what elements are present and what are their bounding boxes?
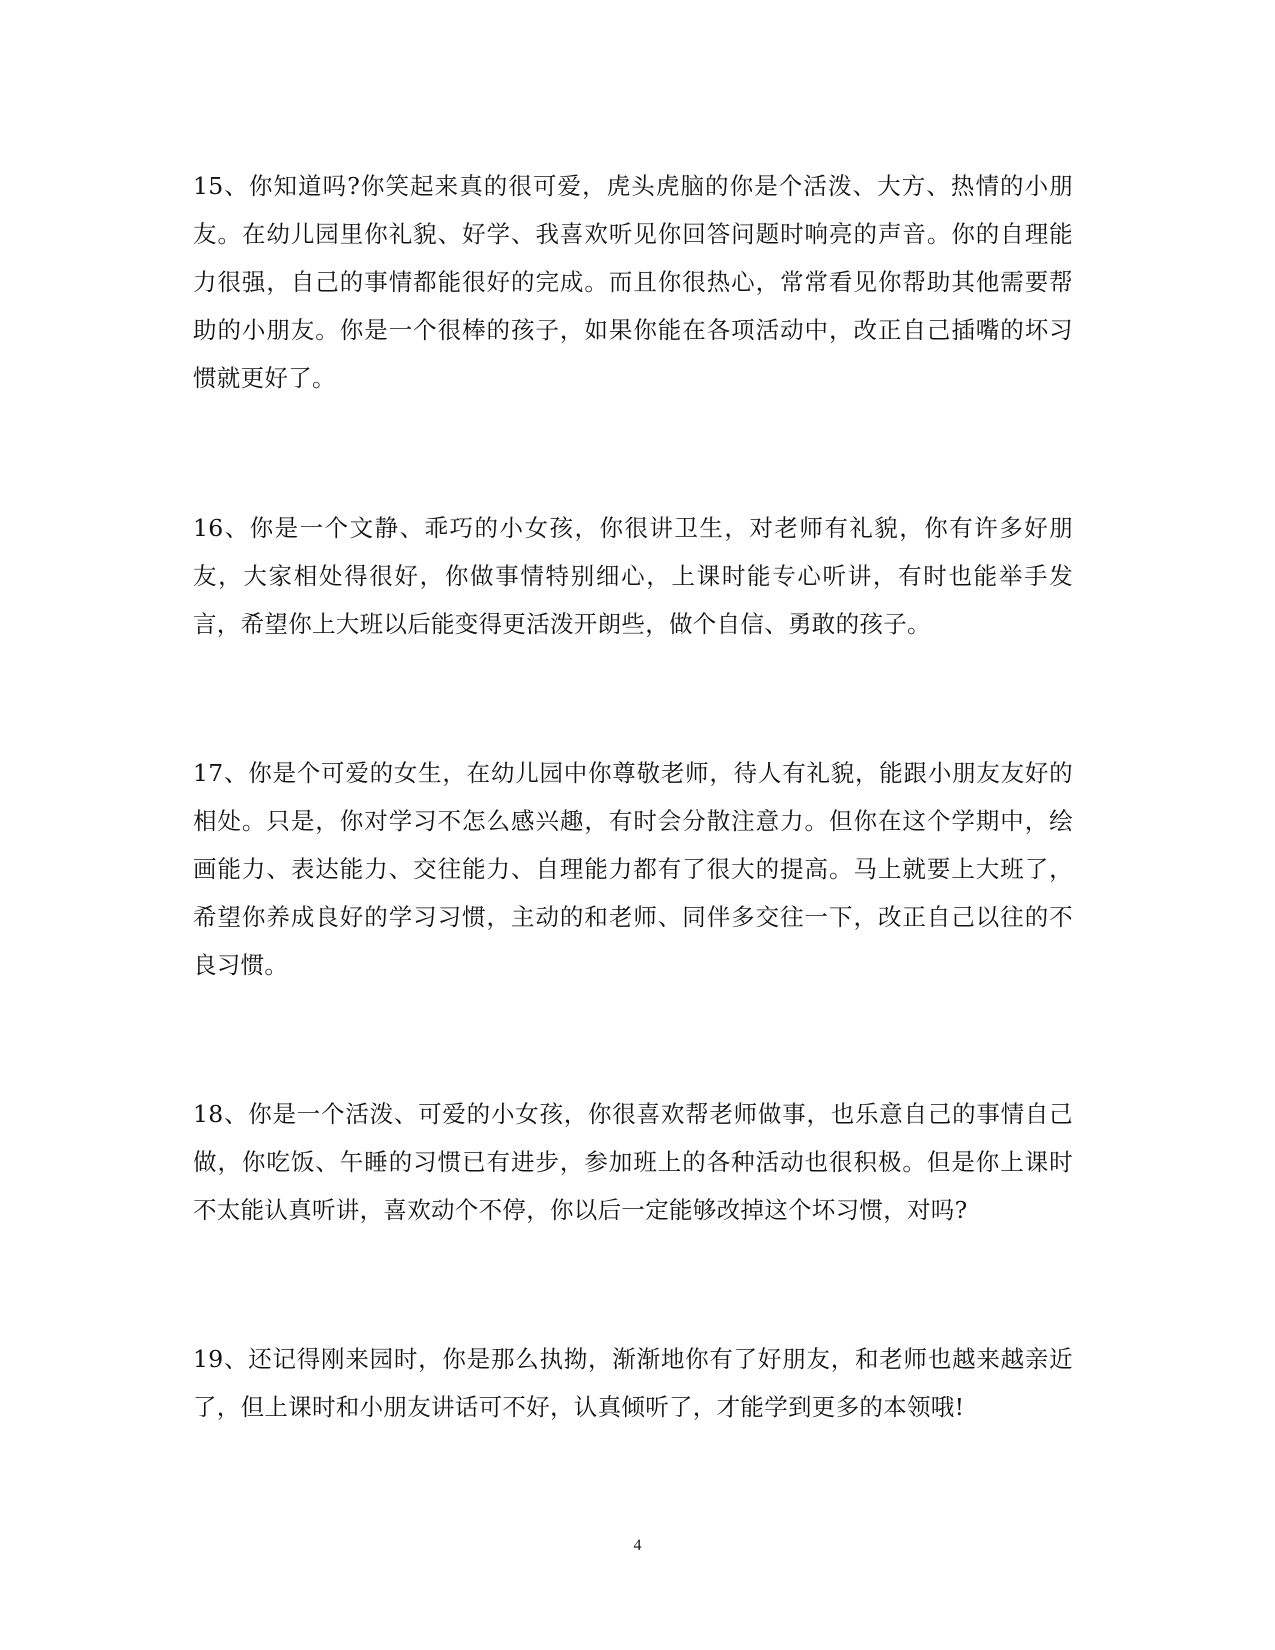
paragraph-17: 17、你是个可爱的女生，在幼儿园中你尊敬老师，待人有礼貌，能跟小朋友友好的相处。只是，你对学习不怎么感兴趣，有时会分散注意力。但你在这个学期中，绘画能力、表达能力、交往能力、自理能力都有了很大的提高。马上就要上大班了，希望你养成良好的学习习惯，主动的和老师、同伴多交往一下，改正自己以往的不良习惯。: [193, 759, 1073, 979]
paragraph-15: 15、你知道吗?你笑起来真的很可爱，虎头虎脑的你是个活泼、大方、热情的小朋友。在幼儿园里你礼貌、好学、我喜欢听见你回答问题时响亮的声音。你的自理能力很强，自己的事情都能很好的完成。而且你很热心，常常看见你帮助其他需要帮助的小朋友。你是一个很棒的孩子，如果你能在各项活动中，改正自己插嘴的坏习惯就更好了。: [193, 172, 1073, 392]
paragraph-19: 19、还记得刚来园时，你是那么执拗，渐渐地你有了好朋友，和老师也越来越亲近了，但上课时和小朋友讲话可不好，认真倾听了，才能学到更多的本领哦!: [193, 1345, 1073, 1421]
page-number: 4: [633, 1537, 642, 1554]
paragraph-16: 16、你是一个文静、乖巧的小女孩，你很讲卫生，对老师有礼貌，你有许多好朋友，大家相处得很好，你做事情特别细心，上课时能专心听讲，有时也能举手发言，希望你上大班以后能变得更活泼开朗些，做个自信、勇敢的孩子。: [193, 514, 1073, 638]
paragraph-18: 18、你是一个活泼、可爱的小女孩，你很喜欢帮老师做事，也乐意自己的事情自己做，你吃饭、午睡的习惯已有进步，参加班上的各种活动也很积极。但是你上课时不太能认真听讲，喜欢动个不停，你以后一定能够改掉这个坏习惯，对吗?: [193, 1100, 1073, 1224]
